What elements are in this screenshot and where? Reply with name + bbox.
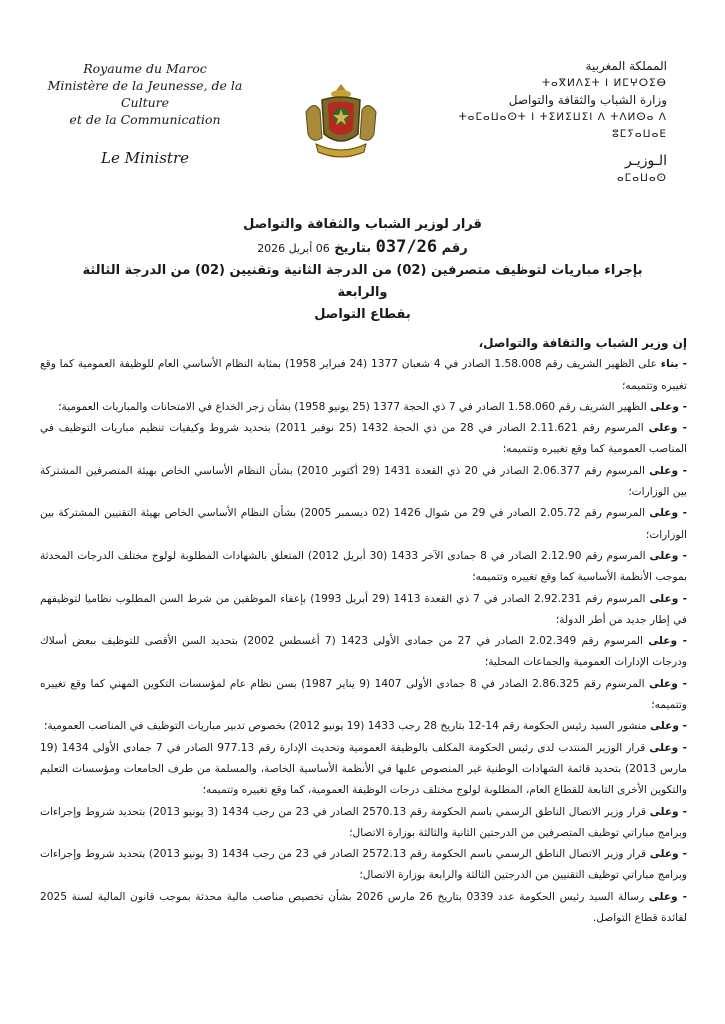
- citation-text: قرار وزير الاتصال الناطق الرسمي باسم الحكومة رقم 2572.13 الصادر في 23 من رجب 1434 (3 يونيو 2013) بتحديد شروط وإجراءات وبرامج مباراتي توظيف التقنيين من الدرجتين الثالثة والرابعة بوزارة الاتصال؛: [40, 848, 687, 882]
- citation-text: الظهير الشريف رقم 1.58.060 الصادر في 7 ذي الحجة 1377 (25 يونيو 1958) بشأن زجر الخداع في الامتحانات والمباريات العمومية؛: [58, 400, 651, 413]
- citation-lead: - وعلى: [649, 741, 687, 754]
- citation-lead: - وعلى: [649, 848, 688, 861]
- ministry-ar: وزارة الشباب والثقافة والتواصل: [508, 93, 667, 107]
- citation-lead: - وعلى: [649, 805, 688, 818]
- ministry-tifinagh: ⵜⴰⵎⴰⵡⴰⵙⵜ ⵏ ⵜⵉⵍⵉⵡⵉⵏ ⴷ ⵜⴷⵍⵙⴰ ⴷ ⵓⵎⵢⴰⵡⴰⴹ: [458, 111, 667, 140]
- reference-number: 037/26: [375, 237, 438, 257]
- citation-text: على الظهير الشريف رقم 1.58.008 الصادر في 4 شعبان 1377 (24 فبراير 1958) بمثابة النظام الأساسي العام للوظيفة العمومية كما وقع تغييره وتتميمه؛: [40, 358, 687, 392]
- citation-text: قرار الوزير المنتدب لدى رئيس الحكومة المكلف بالوظيفة العمومية وتحديث الإدارة رقم 977.13 الصادر في 7 جمادى الأولى 1434 (19 مارس 2013) بتحديد قائمة الشهادات الوطنية غير المنصوص عليها في الأنظمة الأساسية الخاصة، والمسلمة من طرف الجامعات ومؤسسات التعليم والتكوين الأخرى التابعة للقطاع العام، المطلوبة لولوج مختلف درجات الوظيفة العمومية، كما وقع تغييره وتتميمه؛: [40, 741, 687, 797]
- decree-reference: [60, 236, 665, 260]
- date-prefix: بتاريخ: [334, 241, 372, 256]
- citation-lead: - وعلى: [649, 507, 687, 520]
- decree-body: [40, 333, 687, 929]
- citation-lead: - وعلى: [650, 720, 687, 733]
- kingdom-tifinagh: ⵜⴰⴳⵍⴷⵉⵜ ⵏ ⵍⵎⵖⵔⵉⴱ: [541, 77, 667, 89]
- citation-paragraph: [40, 631, 687, 674]
- citation-text: المرسوم رقم 2.86.325 الصادر في 8 جمادى الأولى 1407 (9 يناير 1987) بسن نظام عام لمؤسسات التكوين المهني كما وقع تغييره وتتميمه؛: [40, 677, 687, 712]
- citation-text: المرسوم رقم 2.02.349 الصادر في 27 من جمادى الأولى 1423 (7 أغسطس 2002) بتحديد السن الأقصى للتوظيف ببعض أسلاك ودرجات الإدارات العمومية والجماعات المحلية؛: [40, 635, 687, 669]
- citation-paragraph: [40, 887, 687, 930]
- citation-paragraph: [40, 397, 687, 418]
- intro-line: إن وزير الشباب والثقافة والتواصل،: [478, 336, 687, 350]
- arabic-letterhead: [452, 58, 667, 187]
- citation-lead: - وعلى: [649, 464, 687, 477]
- citation-lead: - وعلى: [650, 400, 687, 413]
- citation-text: المرسوم رقم 2.05.72 الصادر في 29 من شوال 1426 (02 ديسمبر 2005) بشأن النظام الأساسي الخاص بهيئة التقنيين المشتركة بين الوزارات؛: [40, 507, 687, 541]
- citation-paragraph: [40, 503, 687, 546]
- minister-label-ar: الـوزيـر: [625, 153, 667, 169]
- kingdom-line: Royaume du Maroc: [83, 61, 207, 76]
- minister-label-tifinagh: ⴰⵎⴰⵡⴰⵙ: [616, 172, 667, 184]
- ministry-line-1: Ministère de la Jeunesse, de la Culture: [47, 78, 243, 110]
- citation-text: رسالة السيد رئيس الحكومة عدد 0339 بتاريخ 26 مارس 2026 بشأن تخصيص مناصب مالية محدثة بموجب قانون المالية لسنة 2025 لفائدة قطاع التواصل.: [40, 890, 687, 925]
- french-letterhead: [30, 60, 260, 167]
- citation-paragraph: [40, 674, 687, 717]
- citation-paragraph: [40, 461, 687, 504]
- citation-paragraph: [40, 354, 687, 397]
- citation-lead: - وعلى: [648, 635, 687, 648]
- kingdom-ar: المملكة المغربية: [585, 59, 667, 73]
- citation-paragraph: [40, 589, 687, 632]
- decree-date: 06 أبريل 2026: [257, 242, 330, 255]
- decree-title: [60, 214, 665, 326]
- citation-paragraph: [40, 716, 687, 737]
- citation-text: المرسوم رقم 2.92.231 الصادر في 7 ذي القعدة 1413 (29 أبريل 1993) بإعفاء الموظفين من شرط السن المطلوب نظاميا لتوظيفهم في إطار جديد من أطر الدولة؛: [40, 592, 687, 626]
- citation-lead: - وعلى: [648, 890, 687, 903]
- citation-text: منشور السيد رئيس الحكومة رقم 14-12 بتاريخ 28 رجب 1433 (19 يونيو 2012) بخصوص تدبير مباريات التوظيف في المناصب العمومية؛: [43, 720, 651, 733]
- decree-title-line-1: قرار لوزير الشباب والثقافة والتواصل: [243, 217, 482, 232]
- citation-text: قرار وزير الاتصال الناطق الرسمي باسم الحكومة رقم 2570.13 الصادر في 23 من رجب 1434 (3 يونيو 2013) بتحديد شروط وإجراءات وبرامج مباراتي توظيف المتصرفين من الدرجتين الثانية والثالثة بوزارة الاتصال؛: [40, 805, 687, 839]
- citation-paragraph: [40, 802, 687, 845]
- citation-paragraph: [40, 844, 687, 887]
- citation-lead: - بناء: [660, 358, 687, 371]
- citation-paragraph: [40, 738, 687, 802]
- citation-paragraph: [40, 418, 687, 461]
- citation-text: المرسوم رقم 2.06.377 الصادر في 20 ذي القعدة 1431 (29 أكتوبر 2010) بشأن النظام الأساسي الخاص بهيئة المتصرفين المشتركة بين الوزارات؛: [40, 464, 687, 499]
- decree-title-line-3: بإجراء مباريات لتوظيف متصرفين (02) من الدرجة الثانية وتقنيين (02) من الدرجة الثالثة والرابعة: [82, 263, 643, 300]
- citation-text: المرسوم رقم 2.12.90 الصادر في 8 جمادى الآخر 1433 (30 أبريل 2012) المتعلق بالشهادات المطلوبة لولوج مختلف الدرجات المحدثة بموجب الأنظمة الأساسية كما وقع تغييره وتتميمه؛: [40, 549, 687, 584]
- reference-prefix: رقم: [441, 241, 468, 256]
- citation-lead: - وعلى: [648, 422, 688, 435]
- moroccan-coat-of-arms-icon: [300, 82, 382, 160]
- decree-title-line-4: بقطاع التواصل: [314, 307, 411, 322]
- citation-paragraph: [40, 546, 687, 589]
- citation-lead: - وعلى: [649, 549, 687, 562]
- citation-lead: - وعلى: [648, 677, 687, 690]
- citation-lead: - وعلى: [649, 592, 687, 605]
- ministry-line-2: et de la Communication: [69, 112, 221, 127]
- citation-text: المرسوم رقم 2.11.621 الصادر في 28 من ذي الحجة 1432 (25 نوفبر 2011) بتحديد شروط وكيفيات تنظيم مباريات التوظيف في المناصب العمومية كما وقع تغييره وتتميمه؛: [40, 422, 687, 456]
- minister-label-fr: Le Ministre: [101, 149, 189, 167]
